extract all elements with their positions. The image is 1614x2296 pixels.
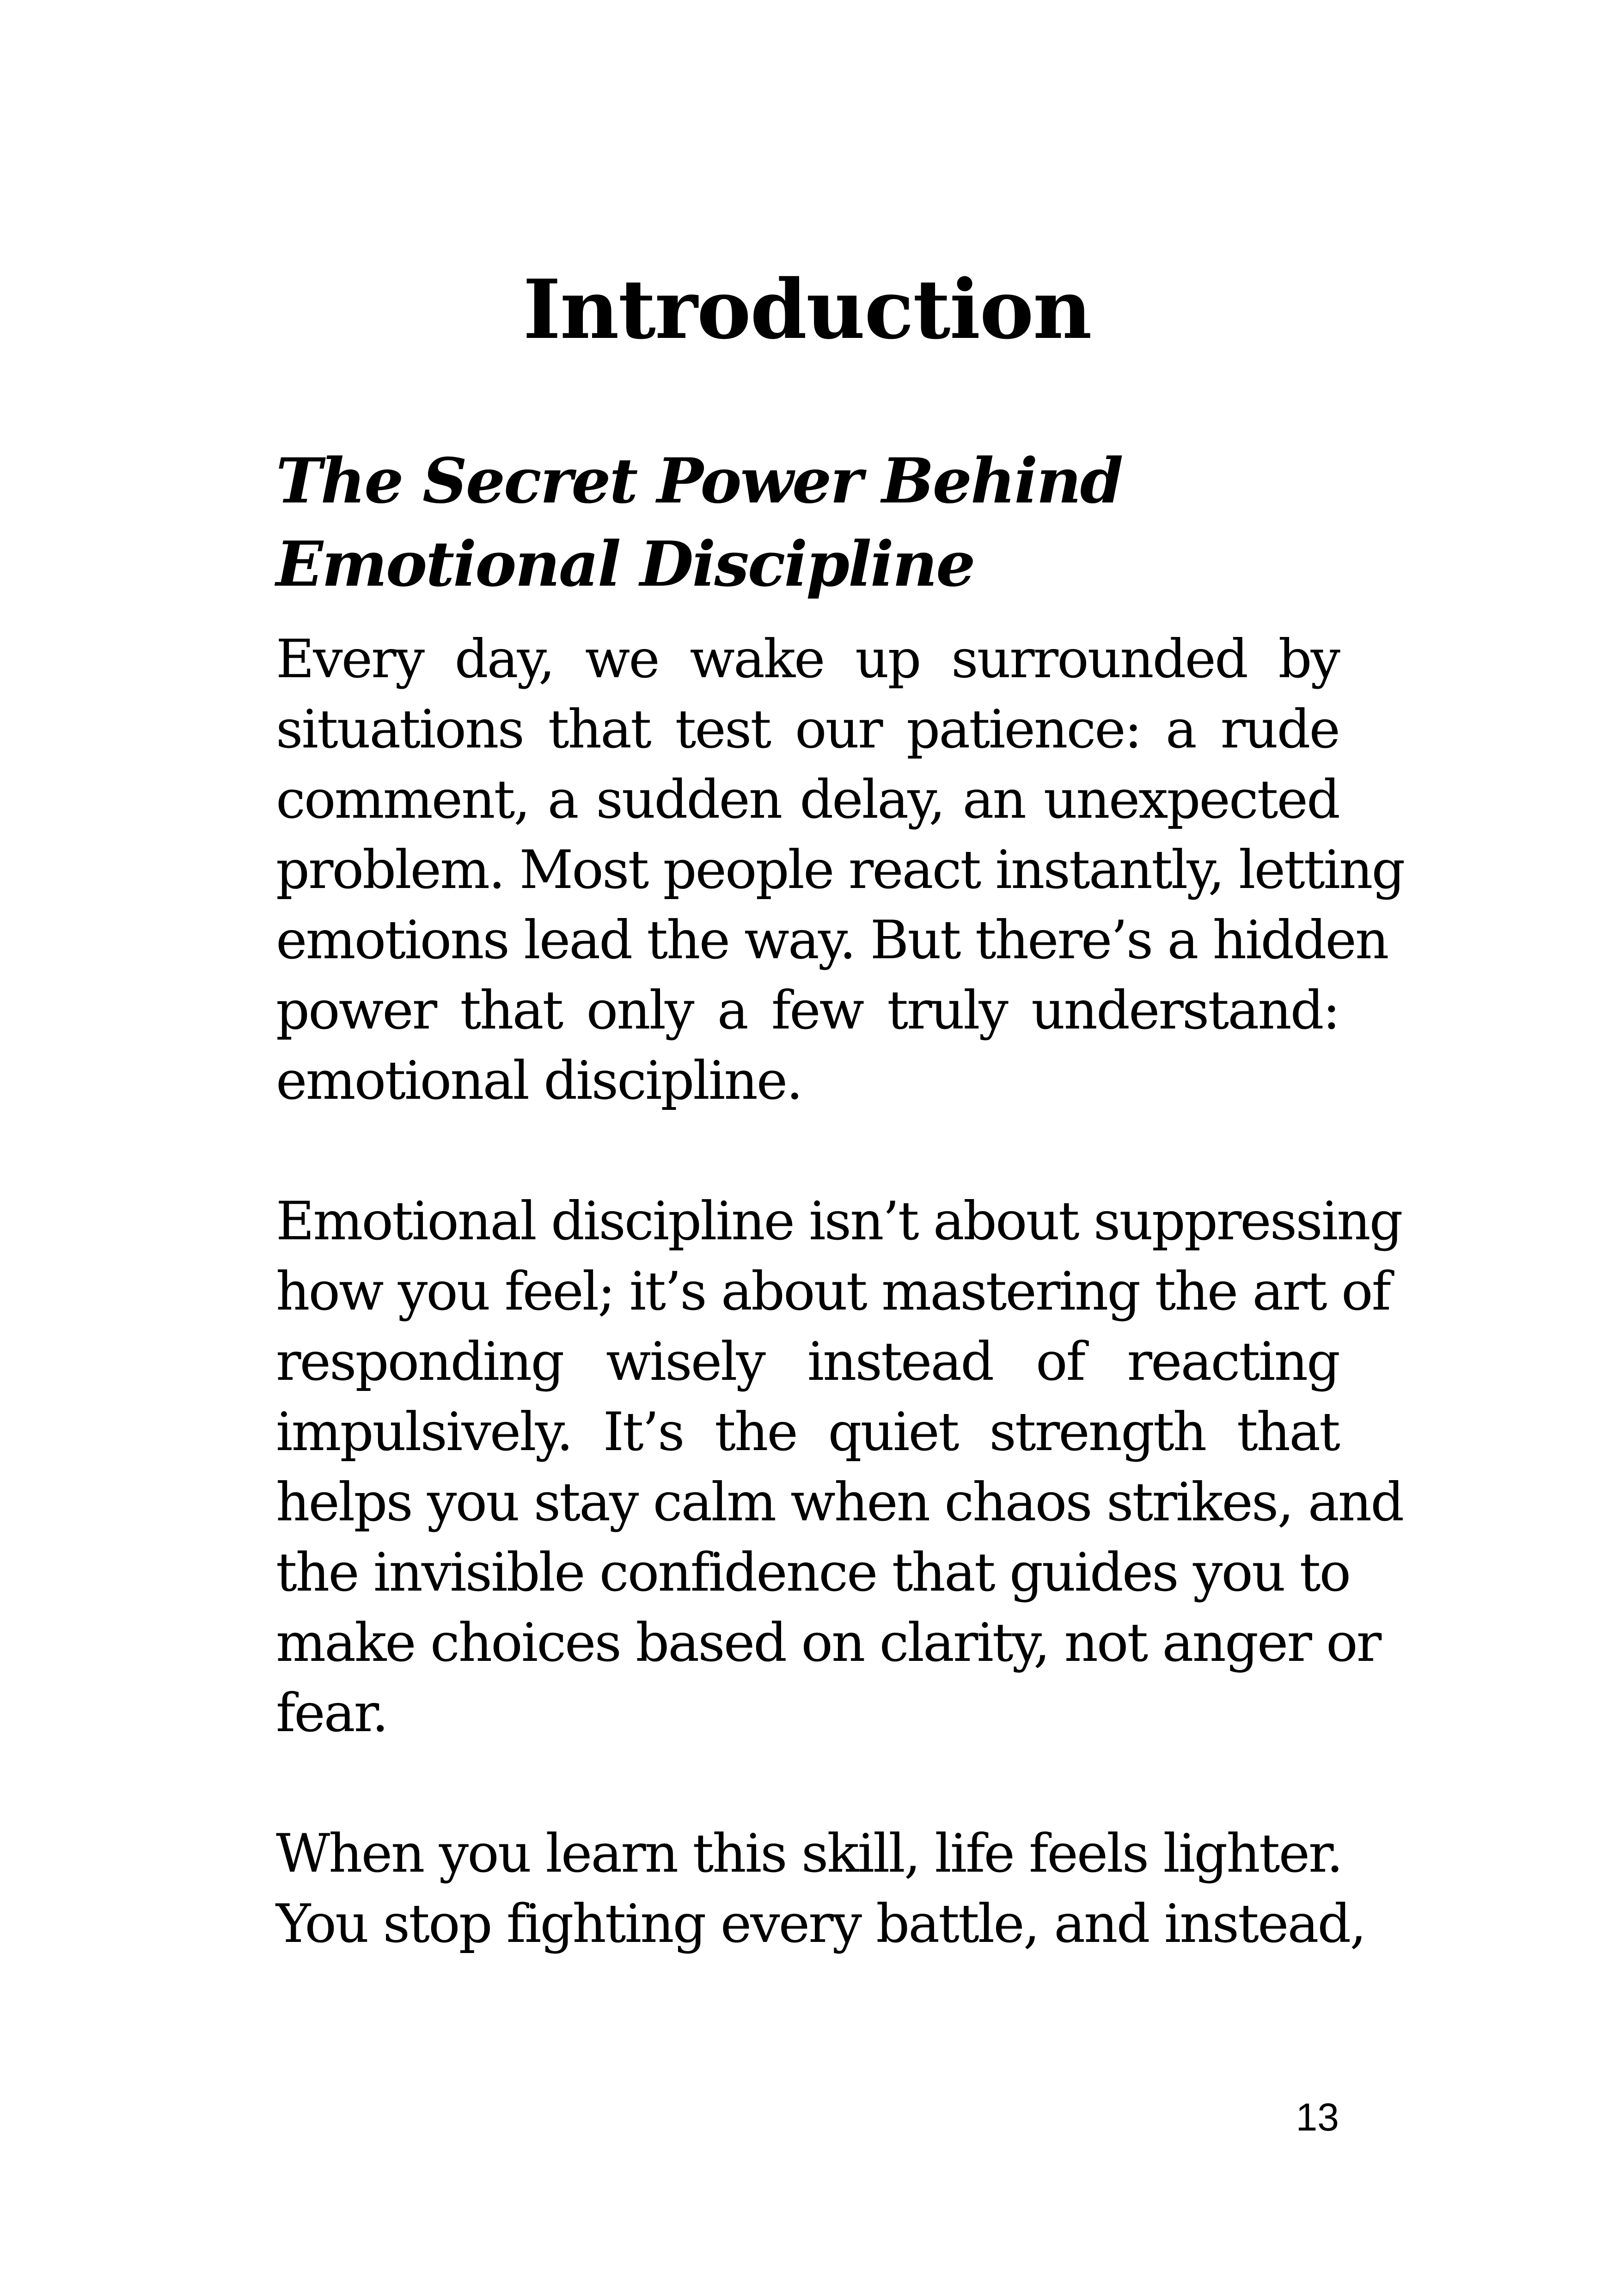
section-title-line: The Secret Power Behind (276, 444, 1122, 517)
text-line: power that only a few truly understand: (276, 980, 1339, 1041)
chapter-title: Introduction (523, 262, 1091, 357)
body-text (276, 624, 1404, 2029)
text-line: impulsively. It’s the quiet strength that (276, 1401, 1339, 1463)
text-line: Every day, we wake up surrounded by (276, 628, 1339, 690)
text-line: problem. Most people react instantly, letting (276, 839, 1404, 900)
text-line: helps you stay calm when chaos strikes, and (276, 1471, 1403, 1533)
text-line: emotions lead the way. But there’s a hidden (276, 909, 1388, 971)
paragraph (276, 1186, 1403, 1748)
text-line: comment, a sudden delay, an unexpected (276, 769, 1339, 830)
text-line: You stop fighting every battle, and instead, (276, 1893, 1365, 1954)
text-line: fear. (276, 1682, 387, 1744)
section-title (276, 439, 1339, 606)
text-line: situations that test our patience: a rude (276, 698, 1339, 760)
paragraph (276, 1818, 1365, 1959)
text-line: When you learn this skill, life feels lighter. (276, 1823, 1342, 1884)
text-line: the invisible confidence that guides you to (276, 1542, 1350, 1603)
paragraph (276, 624, 1404, 1116)
text-line: make choices based on clarity, not anger or (276, 1612, 1381, 1673)
page-number: 13 (1296, 2095, 1339, 2139)
text-line: emotional discipline. (276, 1050, 802, 1111)
section-title-line: Emotional Discipline (276, 527, 974, 600)
text-line: responding wisely instead of reacting (276, 1331, 1339, 1392)
text-line: how you feel; it’s about mastering the art of (276, 1261, 1390, 1322)
text-line: Emotional discipline isn’t about suppressing (276, 1190, 1402, 1252)
